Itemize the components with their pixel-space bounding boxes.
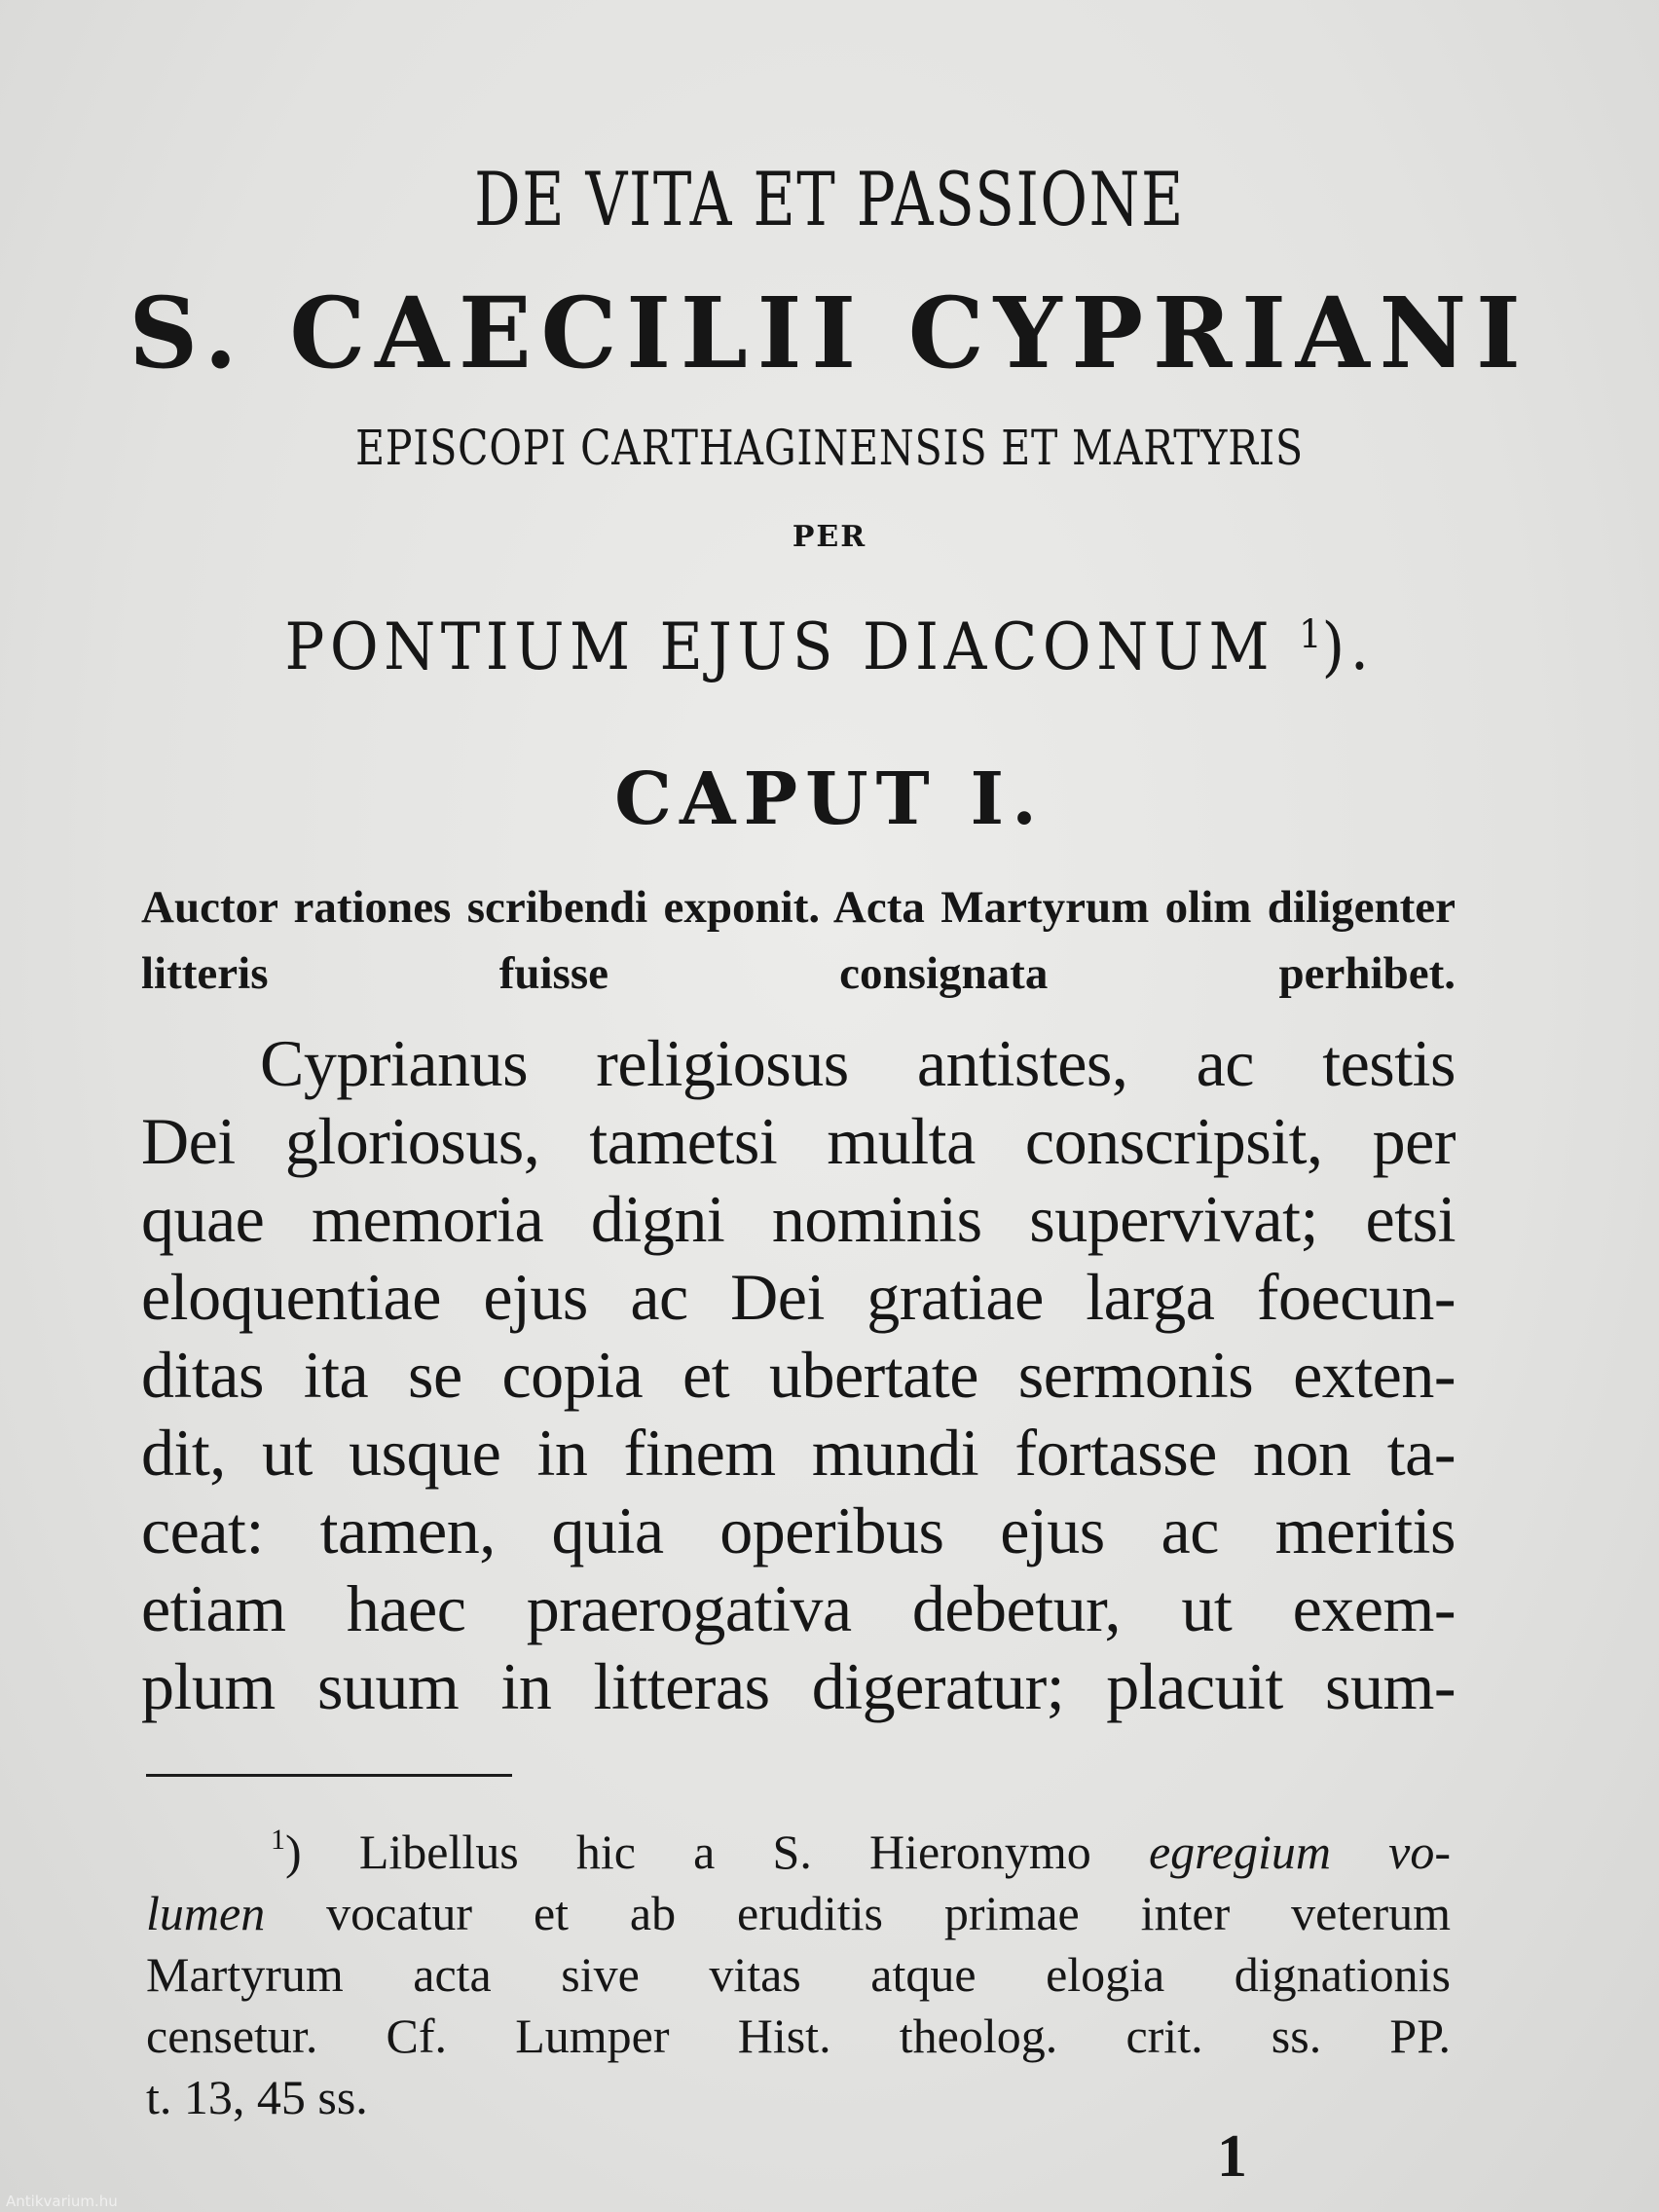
footnote-italic: lumen [146, 1886, 266, 1940]
footnote-reference: 1 [1299, 612, 1322, 657]
body-line: eloquentiae ejus ac Dei gratiae larga foecun- [141, 1260, 1456, 1334]
chapter-heading: CAPUT I. [614, 757, 1045, 841]
chapter-summary: Auctor rationes scribendi exponit. Acta Martyrum olim diligenter litteris fuisse consignata perhibet. [141, 882, 1456, 999]
page-number: 1 [1217, 2123, 1247, 2190]
footnote-line: t. 13, 45 ss. [146, 2070, 368, 2124]
footnote-marker-close: ) [285, 1825, 302, 1879]
footnote-italic: egregium vo- [1148, 1825, 1451, 1879]
title-line-5-end: ). [1321, 609, 1375, 684]
footnote-line [146, 1883, 1451, 1944]
title-line-2: S. CAECILII CYPRIANI [129, 276, 1530, 390]
footnote-text: Libellus hic a S. Hieronymo [301, 1825, 1149, 1879]
title-line-3: EPISCOPI CARTHAGINENSIS ET MARTYRIS [355, 420, 1304, 476]
title-line-5 [66, 596, 1593, 686]
footnote-text: vocatur et ab eruditis primae inter veterum [265, 1886, 1451, 1940]
body-line: dit, ut usque in finem mundi fortasse non ta- [141, 1416, 1456, 1490]
body-line: ditas ita se copia et ubertate sermonis exten- [141, 1338, 1456, 1412]
title-line-5-text: PONTIUM EJUS DIACONUM [284, 609, 1275, 684]
body-text [141, 1024, 1456, 1725]
footnote-line: Martyrum acta sive vitas atque elogia dignationis [146, 1947, 1451, 2002]
footnote-line: censetur. Cf. Lumper Hist. theolog. crit. ss. PP. [146, 2009, 1451, 2063]
footnote-divider [146, 1774, 512, 1777]
body-line: plum suum in litteras digeratur; placuit sum- [141, 1649, 1456, 1723]
body-line: Cyprianus religiosus antistes, ac testis [260, 1026, 1456, 1100]
footnote-marker: 1 [271, 1824, 285, 1856]
body-line: quae memoria digni nominis supervivat; etsi [141, 1182, 1456, 1256]
body-line: etiam haec praerogativa debetur, ut exem- [141, 1571, 1456, 1645]
footnote-line [146, 1809, 1451, 1883]
footnote [146, 1809, 1451, 2128]
body-line: ceat: tamen, quia operibus ejus ac meritis [141, 1493, 1456, 1567]
body-line: Dei gloriosus, tametsi multa conscripsit, per [141, 1104, 1456, 1178]
title-line-4: PER [792, 520, 867, 554]
title-line-1: DE VITA ET PASSIONE [474, 156, 1185, 242]
watermark: Antikvarium.hu [6, 2193, 118, 2210]
